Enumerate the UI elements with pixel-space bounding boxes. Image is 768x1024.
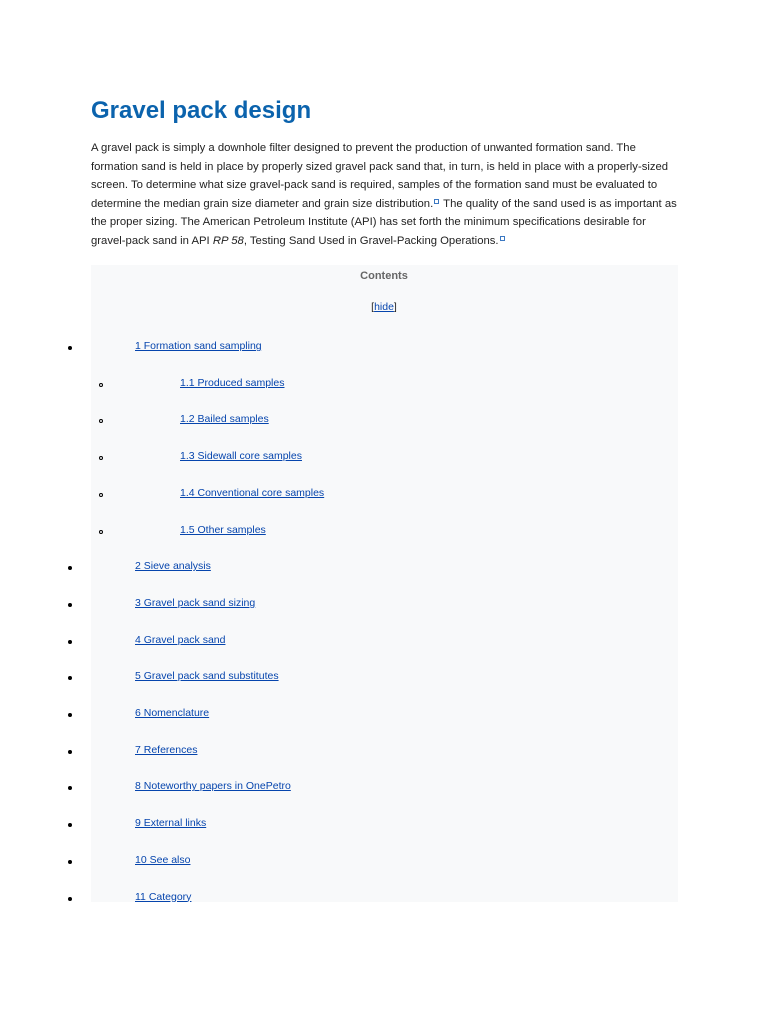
toc-link[interactable]: 11 Category [135,890,192,903]
toc-link[interactable]: 9 External links [135,817,207,830]
toc-bracket-close: ] [393,301,397,313]
circle-marker [99,530,103,534]
toc-link[interactable]: 8 Noteworthy papers in OnePetro [135,780,291,793]
reference-icon[interactable] [434,199,439,204]
intro-paragraph [91,139,681,250]
toc-item [135,853,190,867]
toc-title: Contents [360,270,408,282]
toc-item [135,816,206,830]
circle-marker [99,493,103,497]
intro-text-3: , Testing Sand Used in Gravel-Packing Operations. [243,234,499,247]
toc-link[interactable]: 10 See also [135,853,191,866]
bullet-marker [68,346,72,350]
toc-item [135,743,197,757]
toc-link[interactable]: 1.2 Bailed samples [180,413,269,426]
circle-marker [99,383,103,387]
bullet-marker [68,750,72,754]
toc-item [180,376,284,390]
toc-item [135,669,279,683]
bullet-marker [68,713,72,717]
toc-item [135,779,291,793]
toc-bracket-open: [ [371,301,375,313]
table-of-contents [91,265,678,902]
intro-text-1: A gravel pack is simply a downhole filter designed to prevent the production of unwanted formation sand. The formation sand is held in place by properly sized gravel pack sand that, in turn, is held in place with a properly-sized screen. To determine what size gravel-pack sand is required, samples of the formation sand must be evaluated to determine the median grain size diameter and grain size distribution. [91,142,669,210]
toc-item [180,449,302,463]
toc-toggle [0,301,768,313]
bullet-marker [68,823,72,827]
toc-link[interactable]: 6 Nomenclature [135,707,210,719]
bullet-marker [68,676,72,680]
bullet-marker [68,786,72,790]
toc-item [180,412,269,426]
toc-item [135,633,225,647]
toc-link[interactable]: 1 Formation sand sampling [135,340,262,352]
toc-link[interactable]: 1.3 Sidewall core samples [180,450,302,463]
intro-text-2: The quality of the sand used is as important as the proper sizing. The American Petroleum Institute (API) has set forth the minimum specifications desirable for gravel-pack sand in API [91,197,677,247]
bullet-marker [68,860,72,864]
toc-item [135,706,209,720]
toc-link[interactable]: 1.4 Conventional core samples [180,486,325,499]
toc-link[interactable]: 5 Gravel pack sand substitutes [135,670,279,683]
bullet-marker [68,897,72,901]
bullet-marker [68,603,72,607]
toc-hide-link[interactable]: hide [374,301,394,313]
toc-link[interactable]: 7 References [135,743,198,756]
toc-item [135,559,211,573]
toc-link[interactable]: 2 Sieve analysis [135,560,211,573]
reference-icon[interactable] [500,236,505,241]
toc-item [135,890,191,904]
toc-item [135,596,255,610]
toc-item [180,486,324,500]
toc-item [135,339,262,353]
toc-link[interactable]: 4 Gravel pack sand [135,633,226,646]
bullet-marker [68,566,72,570]
toc-item [180,523,266,537]
toc-link[interactable]: 1.5 Other samples [180,523,266,536]
intro-rp-designation: RP 58 [212,234,244,247]
page-title: Gravel pack design [91,97,312,124]
toc-link[interactable]: 1.1 Produced samples [180,376,285,389]
bullet-marker [68,640,72,644]
toc-link[interactable]: 3 Gravel pack sand sizing [135,596,256,609]
